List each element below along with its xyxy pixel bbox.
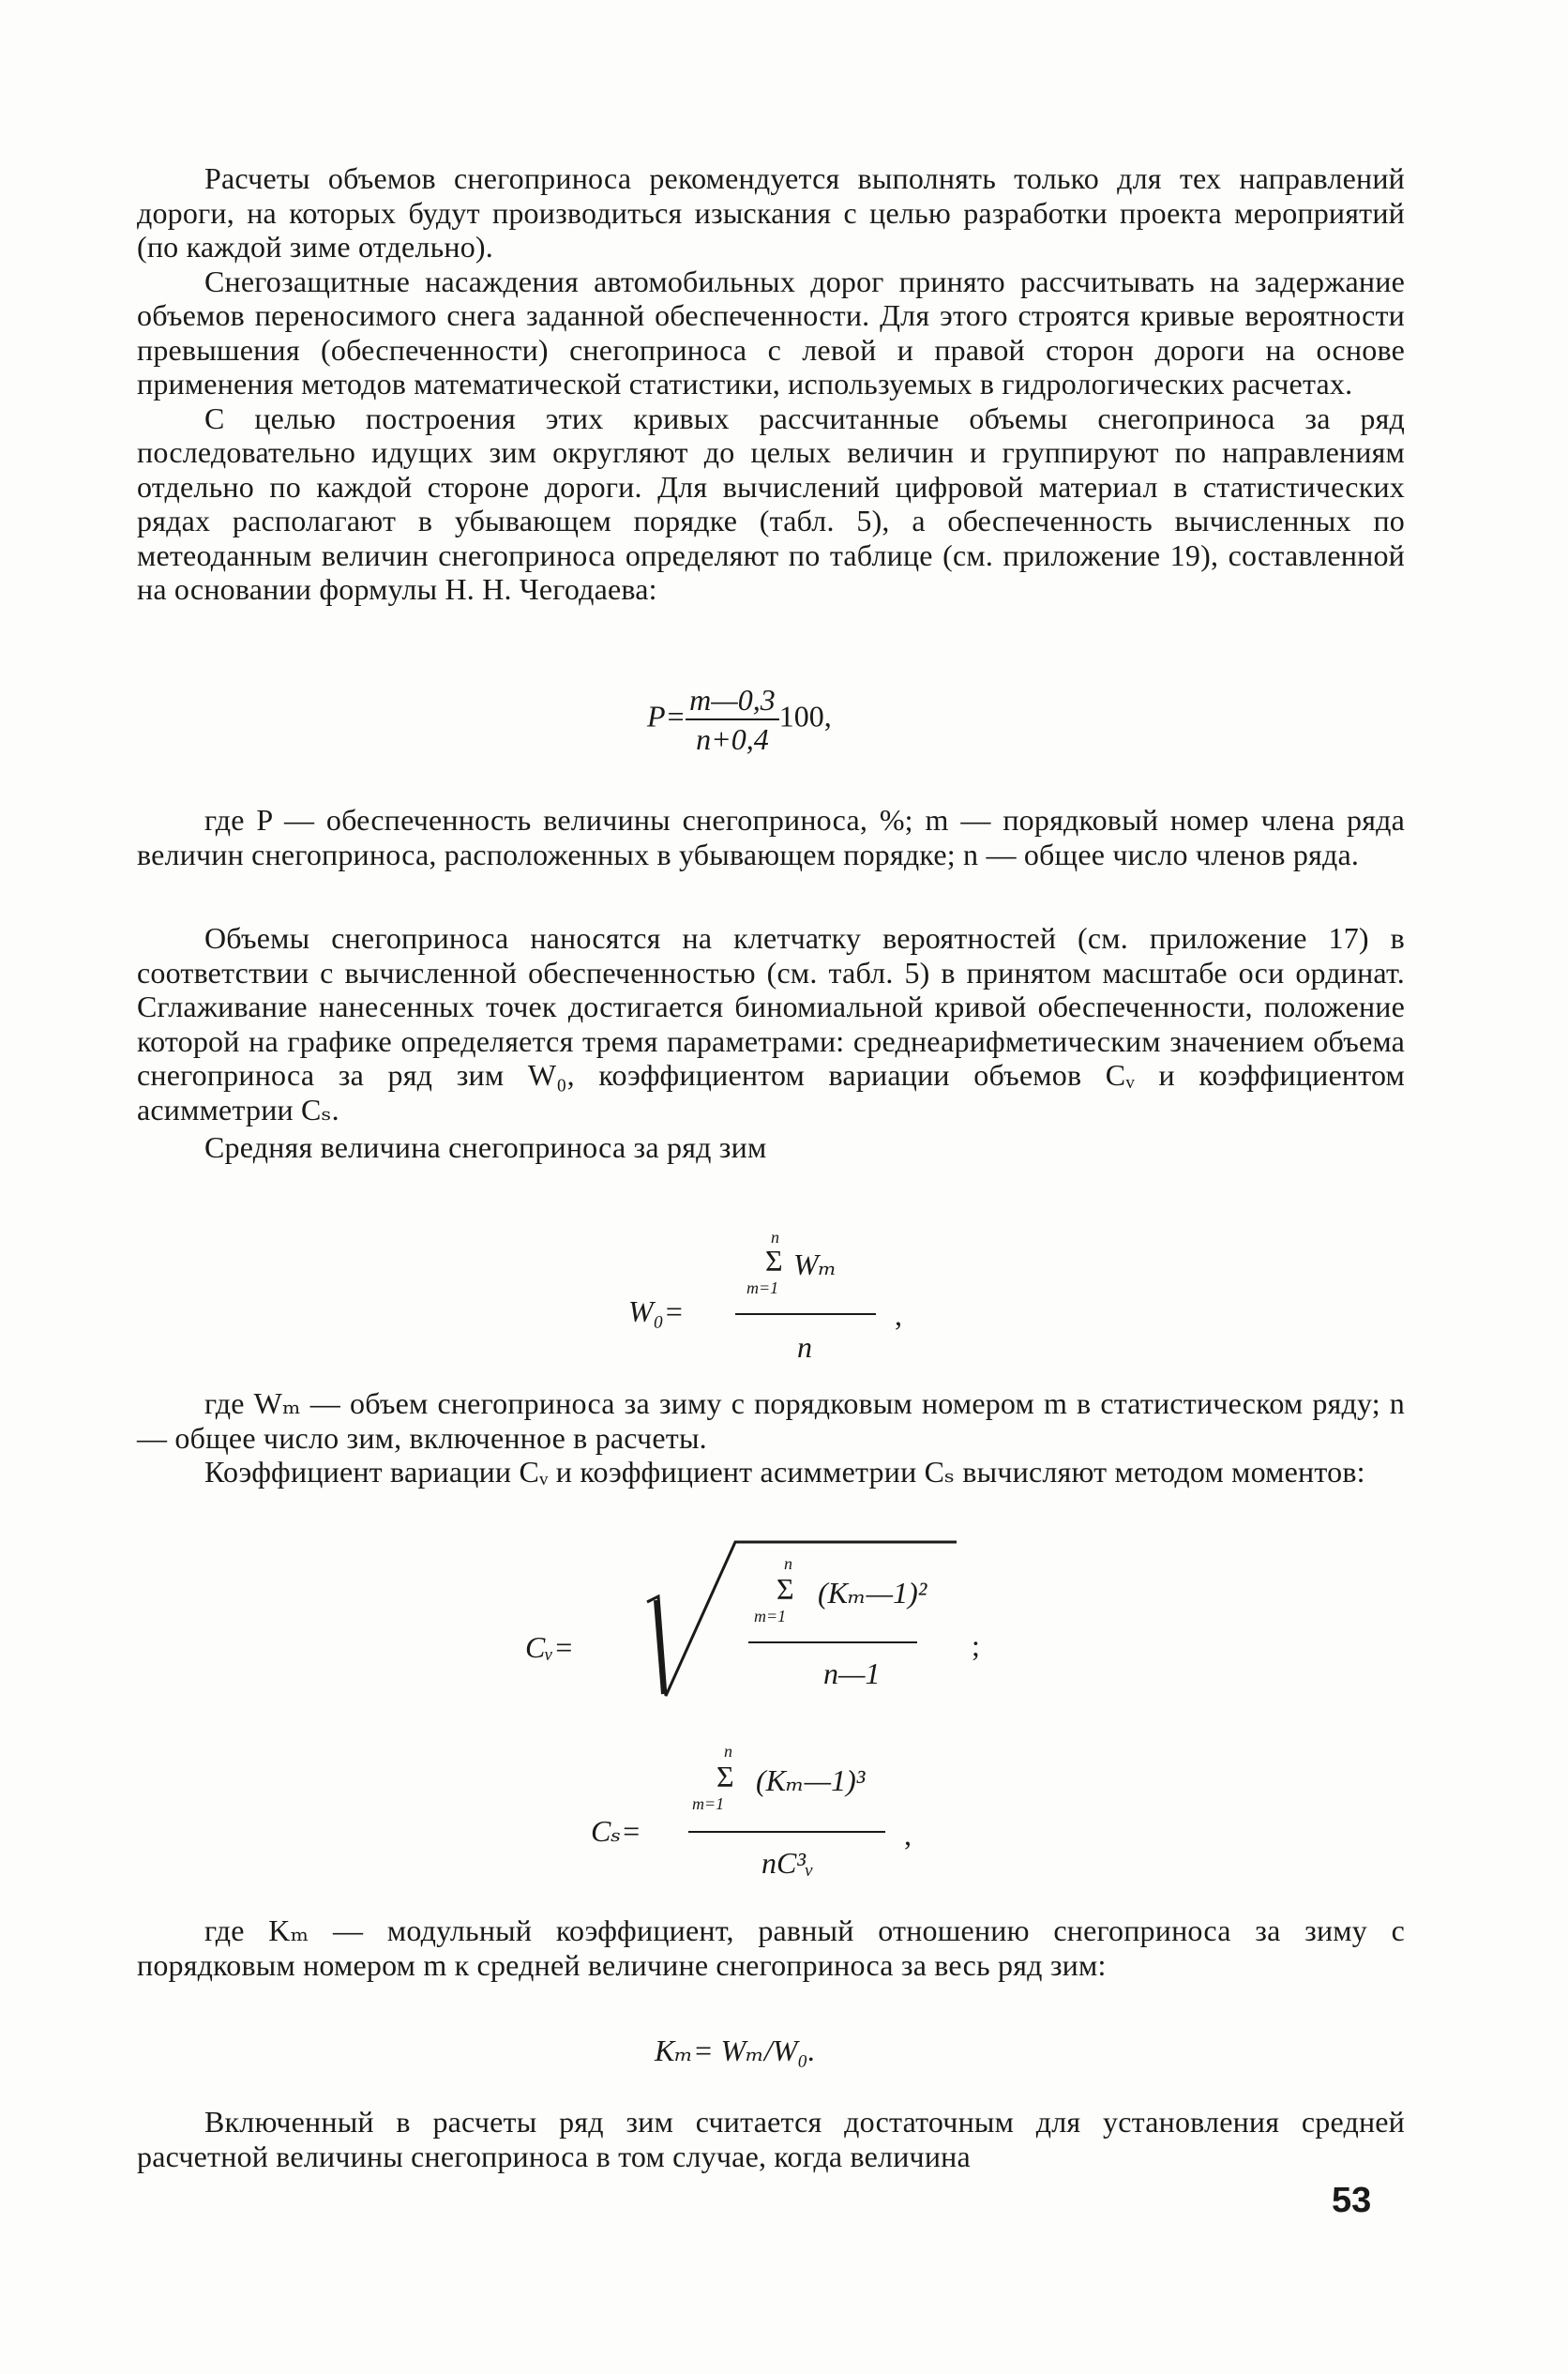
formula-chegodaev [647, 685, 832, 754]
formula-fraction [686, 685, 779, 754]
paragraph-5: Объемы снегоприноса наносятся на клетчатку вероятностей (см. приложение 17) в соответствии с вычисленной обеспеченностью (см. табл. 5) в принятом масштабе оси ординат. Сглаживание нанесенных точек достигается биномиальной кривой обеспеченности, положение которой на графике определяется тремя параметрами: среднеарифметическим значением объема снегоприноса за ряд зим W₀, коэффициентом вариации объемов Cᵥ и коэффициентом асимметрии Cₛ. [137, 921, 1405, 1127]
formula-tail: , [895, 1298, 902, 1332]
formula-cv [525, 1538, 1013, 1707]
formula-lhs: P= [647, 699, 686, 733]
fraction-bar [748, 1641, 917, 1643]
formula-tail: , [904, 1818, 912, 1852]
formula-lhs: Cᵥ= [525, 1630, 574, 1664]
sum-lower-limit: m=1 [692, 1794, 725, 1813]
formula-denominator: n—1 [823, 1656, 881, 1690]
sum-upper-limit: n [771, 1228, 779, 1247]
sigma-symbol: Σ [716, 1760, 734, 1793]
sum-lower-limit: m=1 [746, 1278, 779, 1297]
formula-numerator: (Kₘ—1)² [818, 1576, 927, 1610]
paragraph-4: где P — обеспеченность величины снегоприноса, %; m — порядковый номер члена ряда величин снегоприноса, расположенных в убывающем порядке; n — общее число членов ряда. [137, 803, 1405, 871]
paragraph-10: Включенный в расчеты ряд зим считается достаточным для установления средней расчетной величины снегоприноса в том случае, когда величина [137, 2105, 1405, 2173]
sum-upper-limit: n [784, 1554, 792, 1573]
fraction-bar [688, 1831, 885, 1833]
formula-lhs: W₀= [628, 1294, 685, 1328]
formula-denominator: nC³ᵥ [761, 1846, 814, 1880]
formula-numerator: Wₘ [793, 1247, 837, 1281]
sum-upper-limit: n [724, 1742, 732, 1761]
formula-mean [628, 1229, 928, 1369]
text-column-3 [137, 921, 1405, 1165]
paragraph-9: где Kₘ — модульный коэффициент, равный отношению снегоприноса за зиму с порядковым номером m к средней величине снегоприноса за весь ряд зим: [137, 1913, 1405, 1982]
paragraph-3: С целью построения этих кривых рассчитанные объемы снегоприноса за ряд последовательно идущих зим округляют до целых величин и группируют по направлениям отдельно по каждой стороне дороги. Для вычислений цифровой материал в статистических рядах располагают в убывающем порядке (табл. 5), а обеспеченность вычисленных по метеоданным величин снегоприноса определяют по таблице (см. приложение 19), составленной на основании формулы Н. Н. Чегодаева: [137, 401, 1405, 606]
formula-km: Kₘ= Wₘ/W₀. [655, 2034, 816, 2067]
text-column-4 [137, 1386, 1405, 1489]
formula-tail: 100, [778, 699, 832, 733]
formula-lhs: Cₛ= [591, 1814, 641, 1848]
paragraph-1: Расчеты объемов снегоприноса рекомендуется выполнять только для тех направлений дороги, на которых будут производиться изыскания с целью разработки проекта мероприятий (по каждой зиме отдельно). [137, 161, 1405, 264]
formula-cs [591, 1743, 947, 1883]
sigma-symbol: Σ [776, 1572, 794, 1606]
paragraph-2: Снегозащитные насаждения автомобильных дорог принято рассчитывать на задержание объемов переносимого снега заданной обеспеченности. Для этого строятся кривые вероятности превышения (обеспеченности) снегоприноса с левой и правой сторон дороги на основе применения методов математической статистики, используемых в гидрологических расчетах. [137, 264, 1405, 401]
page-number: 53 [1332, 2181, 1372, 2220]
text-column-6 [137, 2105, 1405, 2173]
formula-tail: ; [972, 1628, 980, 1662]
sigma-symbol: Σ [765, 1244, 783, 1278]
paragraph-7: где Wₘ — объем снегоприноса за зиму с порядковым номером m в статистическом ряду; n — общее число зим, включенное в расчеты. [137, 1386, 1405, 1455]
formula-numerator: m—0,3 [689, 683, 776, 717]
text-column [137, 161, 1405, 607]
text-column-2 [137, 803, 1405, 871]
formula-denominator: n+0,4 [696, 722, 769, 756]
formula-denominator: n [797, 1330, 812, 1364]
formula-numerator: (Kₘ—1)³ [756, 1763, 866, 1797]
text-column-5 [137, 1913, 1405, 1982]
fraction-bar [735, 1313, 876, 1315]
sum-lower-limit: m=1 [754, 1607, 787, 1626]
paragraph-8: Коэффициент вариации Cᵥ и коэффициент асимметрии Cₛ вычисляют методом моментов: [204, 1455, 1365, 1489]
paragraph-6: Средняя величина снегоприноса за ряд зим [204, 1130, 767, 1164]
